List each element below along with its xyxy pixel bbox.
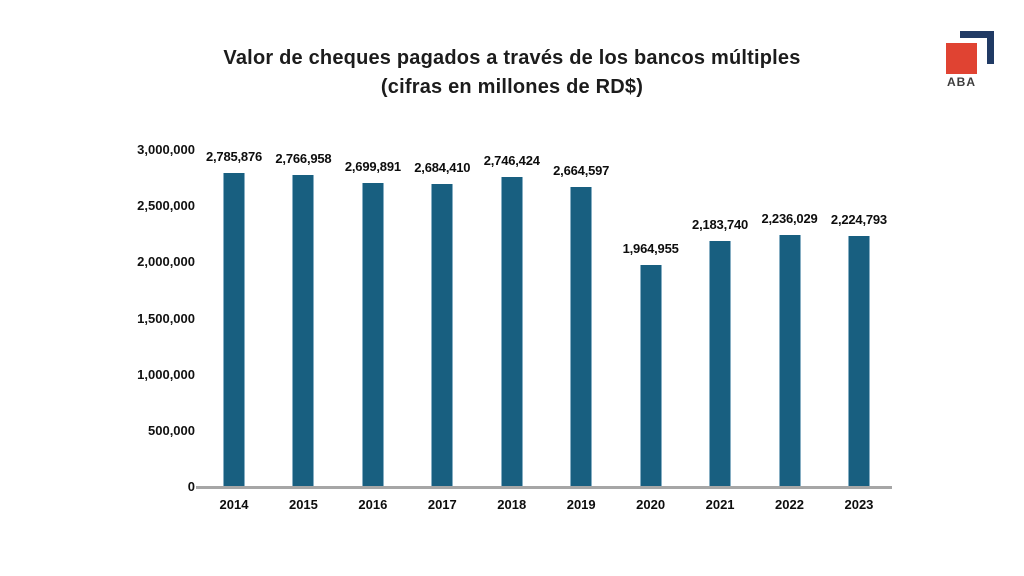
chart-title-line1: Valor de cheques pagados a través de los bancos múltiples	[223, 47, 801, 69]
x-tick-label: 2022	[775, 497, 804, 512]
bar	[223, 173, 245, 486]
bar-value-label: 2,766,958	[275, 151, 332, 166]
x-tick-label: 2015	[288, 497, 318, 512]
bar	[431, 184, 453, 486]
x-tick-label: 2016	[358, 497, 388, 512]
bar-value-label: 2,684,410	[414, 160, 471, 175]
bar-value-label: 2,664,597	[553, 163, 610, 178]
logo-text: ABA	[947, 75, 976, 89]
bar	[292, 175, 314, 486]
bar-value-label: 2,183,740	[692, 217, 749, 232]
bar	[640, 265, 662, 486]
y-tick-label: 1,000,000	[137, 366, 195, 382]
y-tick-label: 2,500,000	[137, 198, 195, 214]
x-tick-label: 2023	[844, 497, 874, 512]
bar	[501, 177, 523, 486]
x-tick-label: 2019	[566, 497, 596, 512]
x-tick-label: 2020	[636, 497, 666, 512]
bar-value-label: 2,699,891	[344, 159, 401, 174]
x-tick-label: 2017	[427, 497, 457, 512]
x-tick-label: 2021	[705, 497, 735, 512]
y-tick-label: 1,500,000	[137, 310, 195, 326]
bar-value-label: 2,785,876	[205, 149, 263, 164]
bar-value-label: 2,236,029	[761, 211, 818, 226]
y-tick-label: 3,000,000	[137, 142, 195, 157]
bar	[570, 187, 592, 486]
y-tick-label: 500,000	[148, 422, 195, 438]
bar	[779, 235, 801, 486]
bar-value-label: 2,746,424	[483, 153, 540, 168]
bar	[848, 236, 870, 486]
chart-title-line2: (cifras en millones de RD$)	[380, 76, 644, 98]
bar	[362, 183, 384, 486]
bar-value-label: 1,964,955	[622, 241, 679, 256]
x-axis-line	[196, 486, 892, 489]
y-tick-label: 2,000,000	[137, 254, 195, 270]
bar	[709, 241, 731, 486]
x-tick-label: 2018	[497, 497, 527, 512]
bar-value-label: 2,224,793	[830, 212, 887, 227]
y-tick-label: 0	[187, 479, 195, 494]
x-tick-label: 2014	[219, 497, 249, 512]
